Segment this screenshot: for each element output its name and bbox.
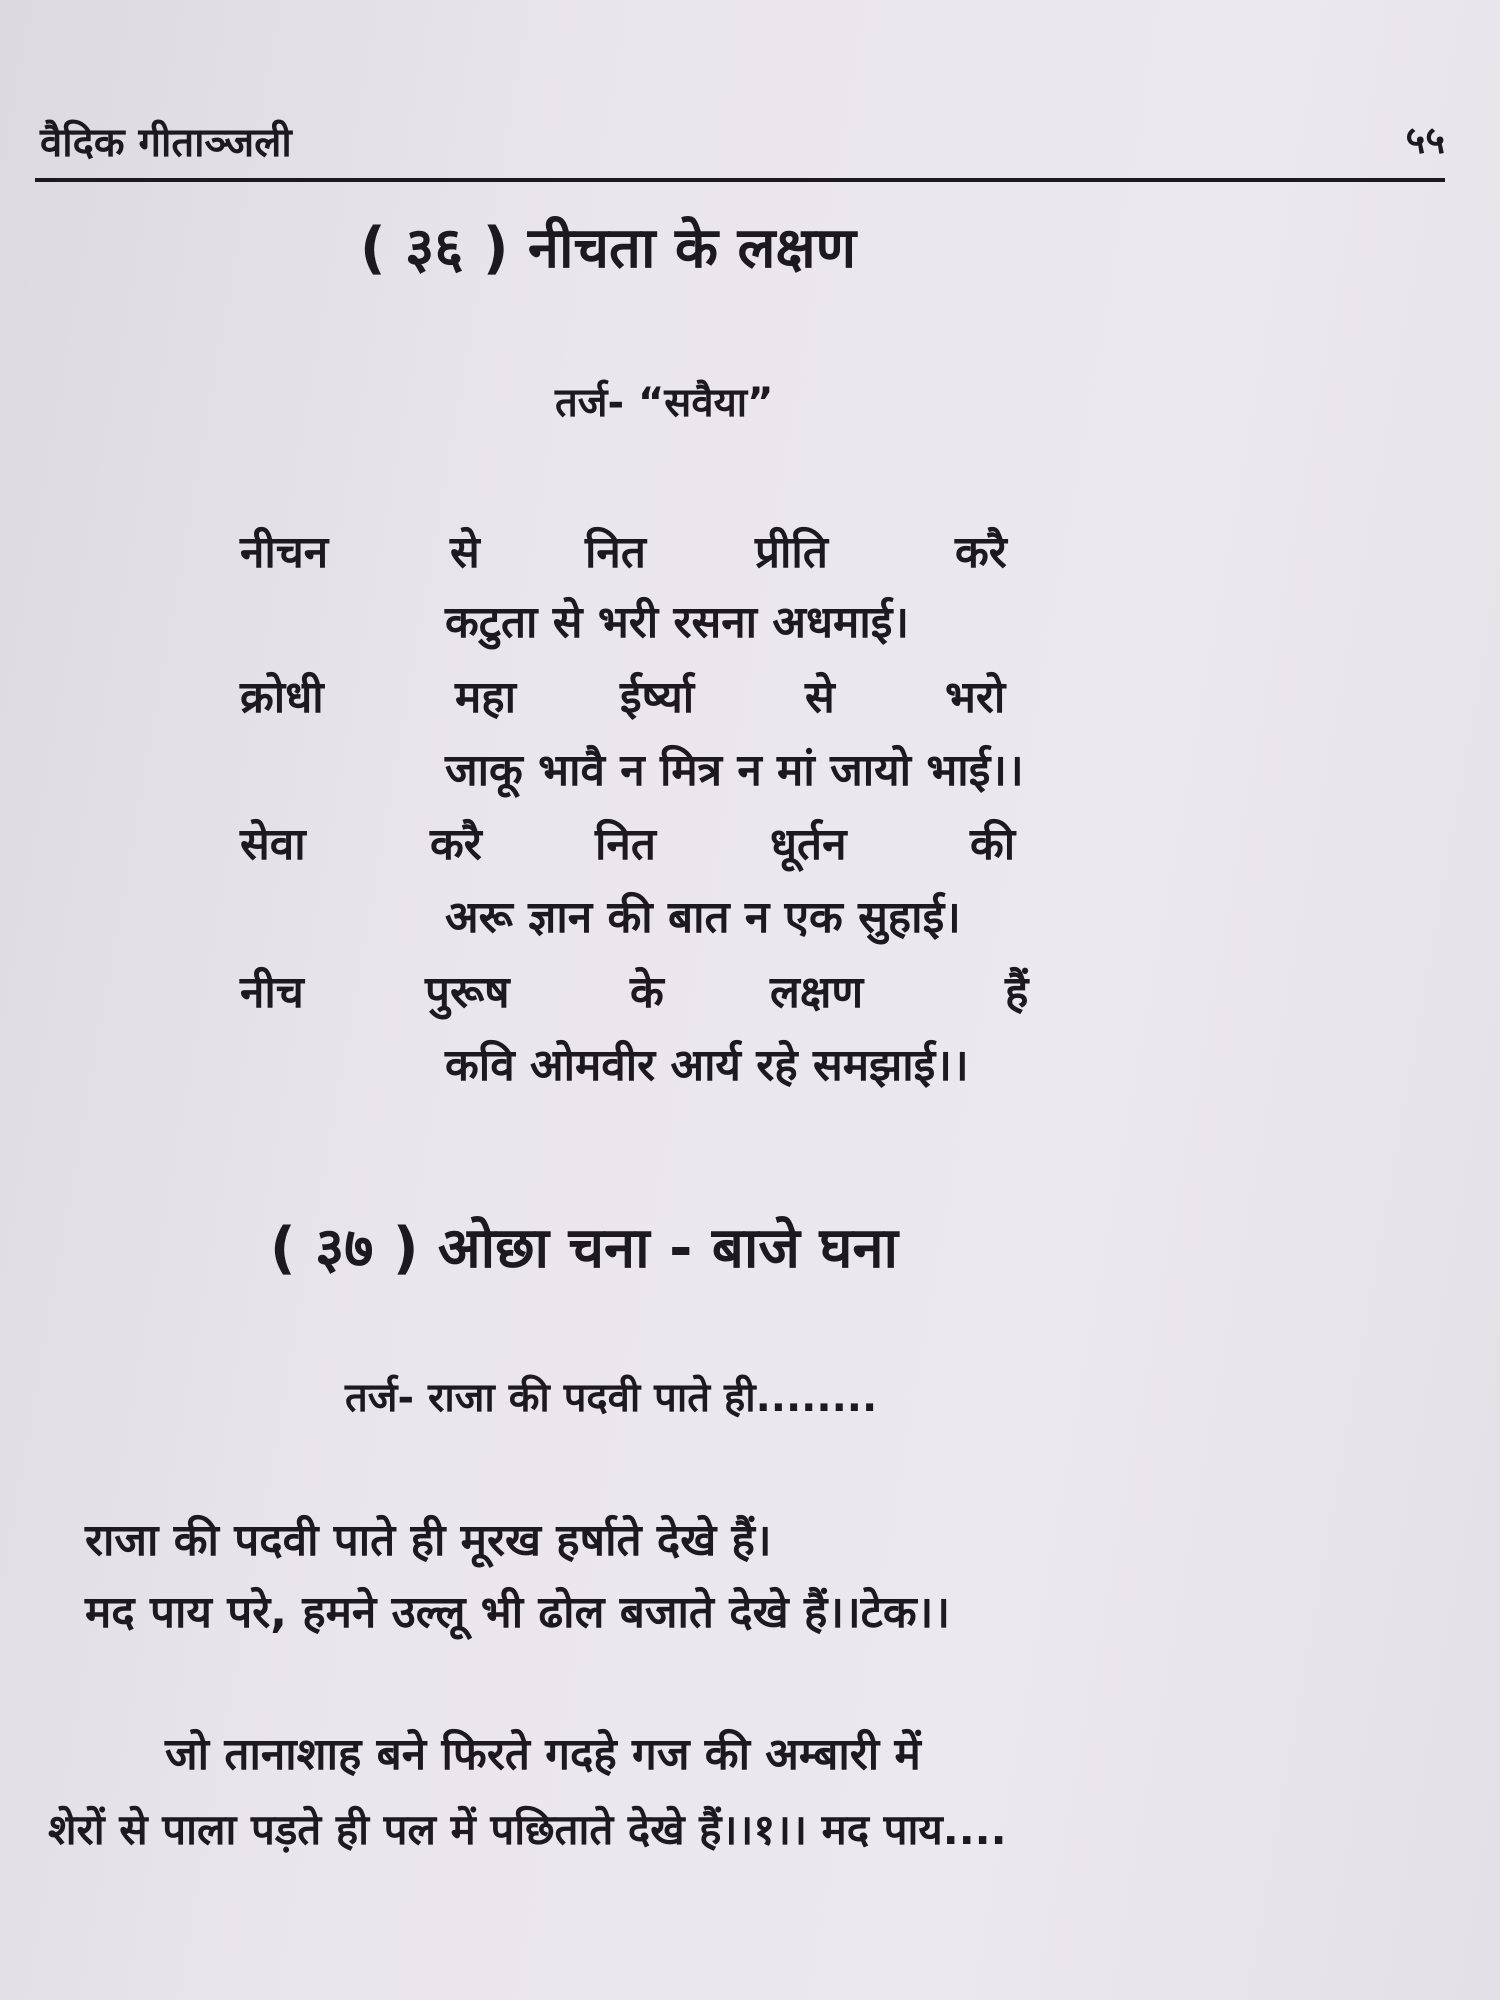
section-37-title: ( ३७ ) ओछा चना - बाजे घना [270, 1216, 899, 1281]
section-36-tarz: तर्ज- “सवैया” [555, 380, 774, 426]
verse-word: प्रीति [755, 527, 828, 578]
verse-word: लक्षण [770, 967, 864, 1018]
verse-word: के [630, 967, 664, 1018]
verse-line: कवि ओमवीर आर्य रहे समझाई।। [445, 1040, 969, 1091]
stanza-line-2: शेरों से पाला पड़ते ही पल में पछिताते देखे हैं।।१।। मद पाय.... [48, 1805, 1007, 1854]
verse-word: महा [455, 672, 517, 723]
verse-line: अरू ज्ञान की बात न एक सुहाई। [445, 892, 961, 943]
verse-word: से [450, 527, 480, 578]
verse-line [240, 520, 1270, 580]
verse-word: हैं [1005, 967, 1029, 1018]
verse-word: भरो [945, 672, 1006, 723]
stanza-line-1: जो तानाशाह बने फिरते गदहे गज की अम्बारी में [165, 1729, 921, 1780]
page-number: ५५ [1405, 118, 1445, 162]
refrain-line-1: राजा की पदवी पाते ही मूरख हर्षाते देखे हैं। [85, 1515, 772, 1566]
verse-word: करै [955, 527, 1007, 578]
verse-word: नीचन [240, 527, 329, 578]
refrain-line-2: मद पाय परे, हमने उल्लू भी ढोल बजाते देखे हैं।।टेक।। [85, 1587, 951, 1638]
section-37-tarz: तर्ज- राजा की पदवी पाते ही........ [345, 1375, 878, 1421]
verse-word: नित [585, 527, 646, 578]
verse-word: की [970, 819, 1016, 870]
verse-line [240, 812, 1270, 872]
section-36-title: ( ३६ ) नीचता के लक्षण [360, 216, 857, 281]
verse-word: क्रोधी [240, 672, 324, 723]
book-title: वैदिक गीताञ्जली [40, 120, 292, 166]
verse-word: ईर्ष्या [620, 672, 695, 723]
verse-word: नित [595, 819, 656, 870]
verse-word: सेवा [240, 819, 306, 870]
verse-word: से [805, 672, 835, 723]
verse-line: कटुता से भरी रसना अधमाई। [445, 597, 910, 648]
verse-line: जाकू भावै न मित्र न मां जायो भाई।। [445, 745, 1024, 796]
verse-line [240, 665, 1270, 725]
verse-word: करै [430, 819, 482, 870]
verse-line [240, 960, 1270, 1020]
verse-word: नीच [240, 967, 304, 1018]
verse-word: धूर्तन [770, 819, 847, 870]
verse-word: पुरूष [425, 967, 510, 1018]
